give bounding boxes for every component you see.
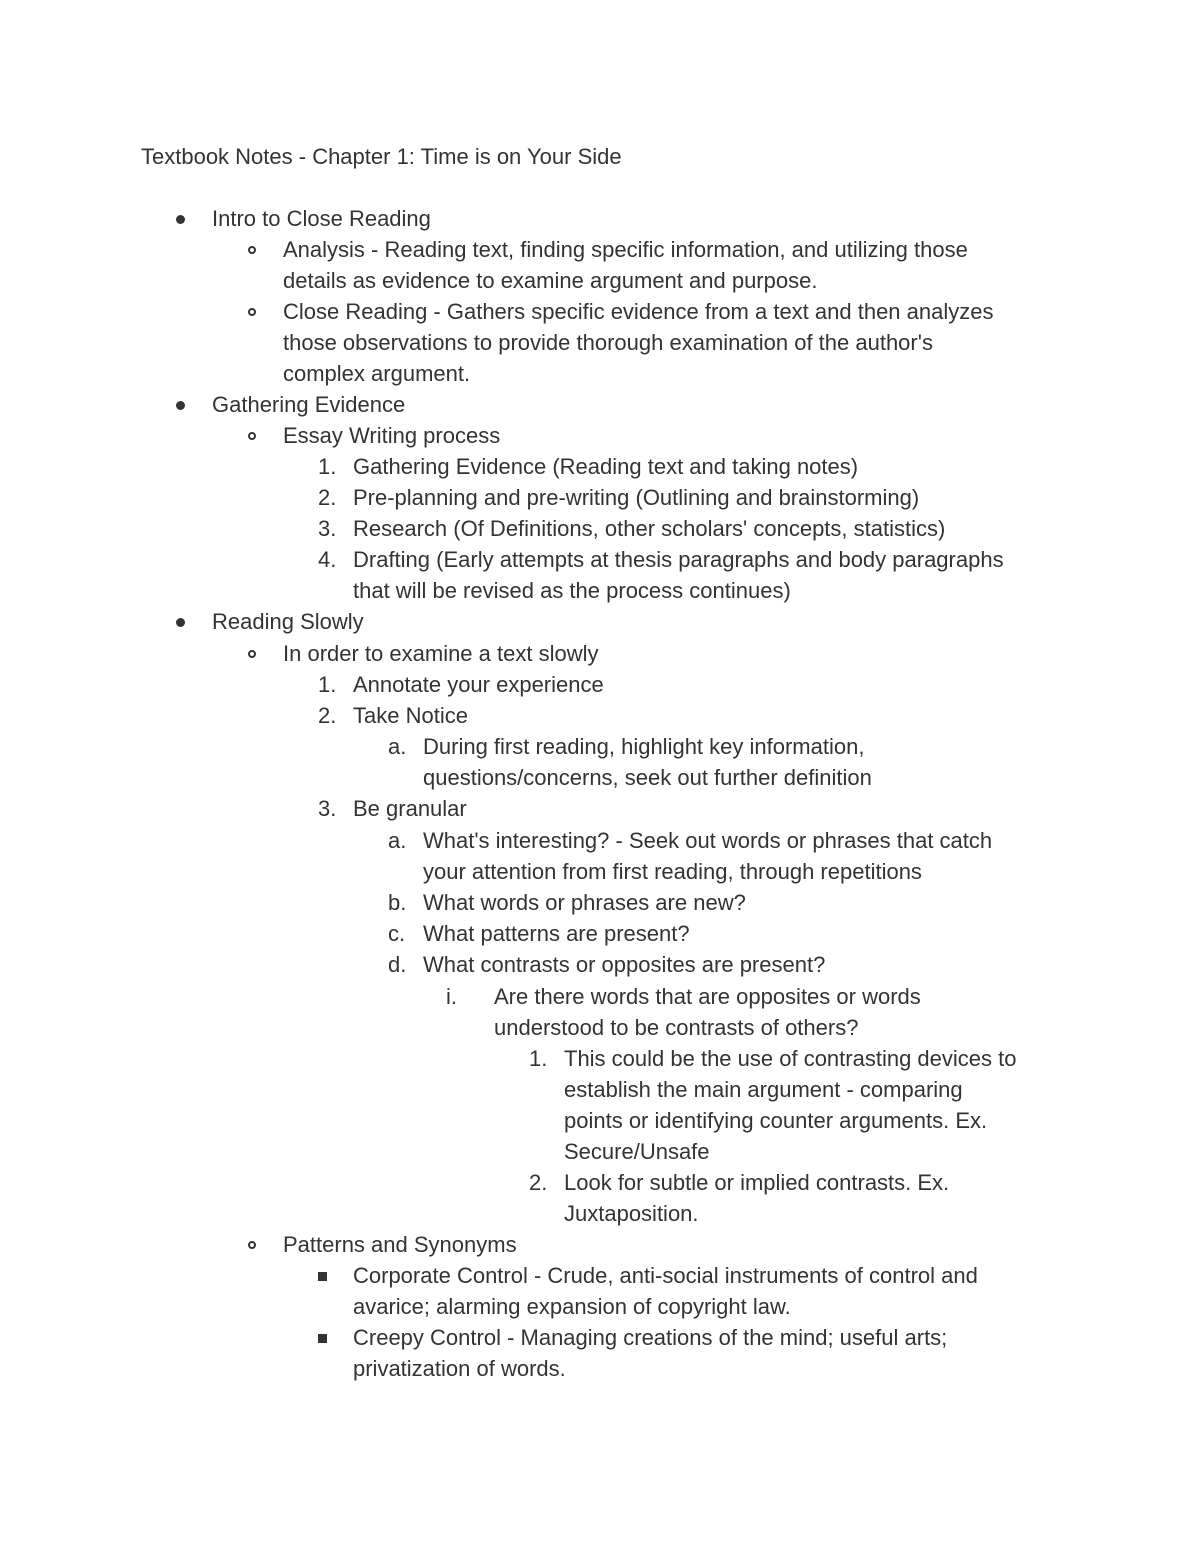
list-marker: 3.: [318, 516, 337, 541]
list-item-line: Pre-planning and pre-writing (Outlining and brainstorming): [353, 485, 920, 510]
list-item-line: Are there words that are opposites or words: [494, 984, 921, 1009]
list-item-line: those observations to provide thorough examination of the author's: [283, 330, 933, 355]
list-item-line: What's interesting? - Seek out words or phrases that catch: [423, 828, 993, 853]
section-heading: Gathering Evidence: [212, 392, 406, 417]
list-marker: d.: [388, 952, 407, 977]
hollow-bullet-icon: [248, 1241, 256, 1249]
list-item-line: Be granular: [353, 796, 467, 821]
list-marker: b.: [388, 890, 407, 915]
list-marker: 2.: [318, 485, 337, 510]
list-marker: 1.: [529, 1046, 548, 1071]
list-item-line: What contrasts or opposites are present?: [423, 952, 826, 977]
list-item-line: complex argument.: [283, 361, 471, 386]
list-marker: i.: [446, 984, 457, 1009]
list-item-line: Corporate Control - Crude, anti-social instruments of control and: [353, 1263, 978, 1288]
hollow-bullet-icon: [248, 650, 256, 658]
list-item-line: points or identifying counter arguments. Ex.: [564, 1108, 988, 1133]
list-item-line: What patterns are present?: [423, 921, 690, 946]
bullet-icon: [176, 401, 185, 410]
square-bullet-icon: [318, 1272, 327, 1281]
list-item-line: that will be revised as the process continues): [353, 578, 791, 603]
bullet-icon: [176, 618, 185, 627]
section-heading: Intro to Close Reading: [212, 206, 431, 231]
hollow-bullet-icon: [248, 246, 256, 254]
list-item-line: What words or phrases are new?: [423, 890, 746, 915]
list-marker: 1.: [318, 672, 337, 697]
list-item-line: Juxtaposition.: [564, 1201, 699, 1226]
square-bullet-icon: [318, 1334, 327, 1343]
list-marker: c.: [388, 921, 406, 946]
list-marker: 4.: [318, 547, 337, 572]
list-item-line: Research (Of Definitions, other scholars' concepts, statistics): [353, 516, 946, 541]
list-item-line: your attention from first reading, through repetitions: [423, 859, 922, 884]
list-item-line: In order to examine a text slowly: [283, 641, 599, 666]
bullet-icon: [176, 215, 185, 224]
hollow-bullet-icon: [248, 432, 256, 440]
list-item-line: Take Notice: [353, 703, 468, 728]
section-heading: Reading Slowly: [212, 609, 364, 634]
list-item-line: Creepy Control - Managing creations of the mind; useful arts;: [353, 1325, 948, 1350]
list-item-line: Annotate your experience: [353, 672, 604, 697]
list-item-line: Close Reading - Gathers specific evidence from a text and then analyzes: [283, 299, 994, 324]
list-item-line: Patterns and Synonyms: [283, 1232, 517, 1257]
list-item-line: details as evidence to examine argument and purpose.: [283, 268, 818, 293]
list-item-line: avarice; alarming expansion of copyright law.: [353, 1294, 791, 1319]
list-item-line: Secure/Unsafe: [564, 1139, 710, 1164]
hollow-bullet-icon: [248, 308, 256, 316]
list-item-line: Analysis - Reading text, finding specific information, and utilizing those: [283, 237, 968, 262]
list-marker: 2.: [529, 1170, 548, 1195]
list-item-line: During first reading, highlight key information,: [423, 734, 865, 759]
list-marker: 2.: [318, 703, 337, 728]
list-item-line: questions/concerns, seek out further definition: [423, 765, 872, 790]
list-item-line: This could be the use of contrasting devices to: [564, 1046, 1017, 1071]
list-item-line: privatization of words.: [353, 1356, 566, 1381]
list-item-line: Essay Writing process: [283, 423, 501, 448]
list-item-line: Gathering Evidence (Reading text and taking notes): [353, 454, 859, 479]
list-marker: a.: [388, 734, 407, 759]
list-item-line: establish the main argument - comparing: [564, 1077, 963, 1102]
list-item-line: understood to be contrasts of others?: [494, 1015, 859, 1040]
page-title: Textbook Notes - Chapter 1: Time is on Your Side: [141, 144, 622, 169]
list-marker: a.: [388, 828, 407, 853]
list-marker: 1.: [318, 454, 337, 479]
list-item-line: Look for subtle or implied contrasts. Ex.: [564, 1170, 950, 1195]
list-item-line: Drafting (Early attempts at thesis paragraphs and body paragraphs: [353, 547, 1004, 572]
list-marker: 3.: [318, 796, 337, 821]
